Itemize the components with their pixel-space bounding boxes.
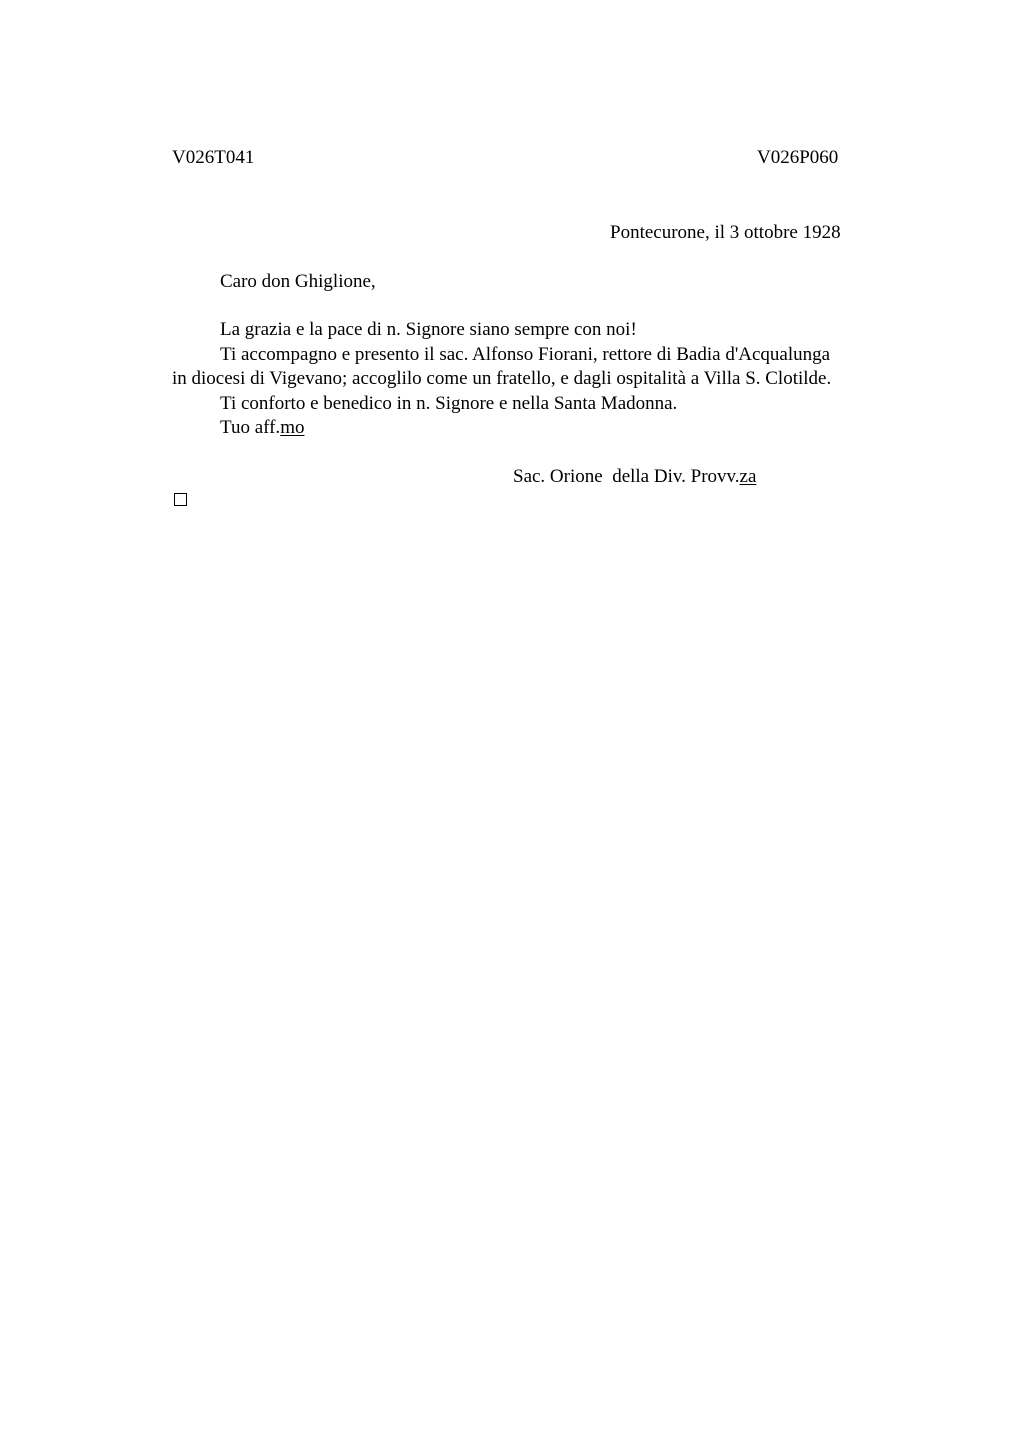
salutation: Caro don Ghiglione, bbox=[220, 271, 376, 292]
body-line-3: in diocesi di Vigevano; accoglilo come un fratello, e dagli ospitalità a Villa S. Clotilde. bbox=[172, 368, 832, 389]
signature-text: Sac. Orione della Div. Provv. bbox=[513, 466, 740, 487]
closing bbox=[220, 416, 304, 441]
signature bbox=[513, 465, 756, 490]
place-date: Pontecurone, il 3 ottobre 1928 bbox=[610, 222, 841, 243]
document-code-left: V026T041 bbox=[172, 147, 255, 168]
signature-abbrev: za bbox=[739, 466, 757, 487]
body-line-2: Ti accompagno e presento il sac. Alfonso Fiorani, rettore di Badia d'Acqualunga bbox=[220, 344, 831, 365]
closing-text: Tuo aff. bbox=[220, 417, 281, 438]
body-line-1: La grazia e la pace di n. Signore siano sempre con noi! bbox=[220, 319, 637, 340]
closing-abbrev: mo bbox=[280, 417, 305, 438]
body-line-4: Ti conforto e benedico in n. Signore e nella Santa Madonna. bbox=[220, 393, 678, 414]
document-code-right: V026P060 bbox=[757, 147, 839, 168]
empty-checkbox-icon bbox=[174, 493, 187, 506]
